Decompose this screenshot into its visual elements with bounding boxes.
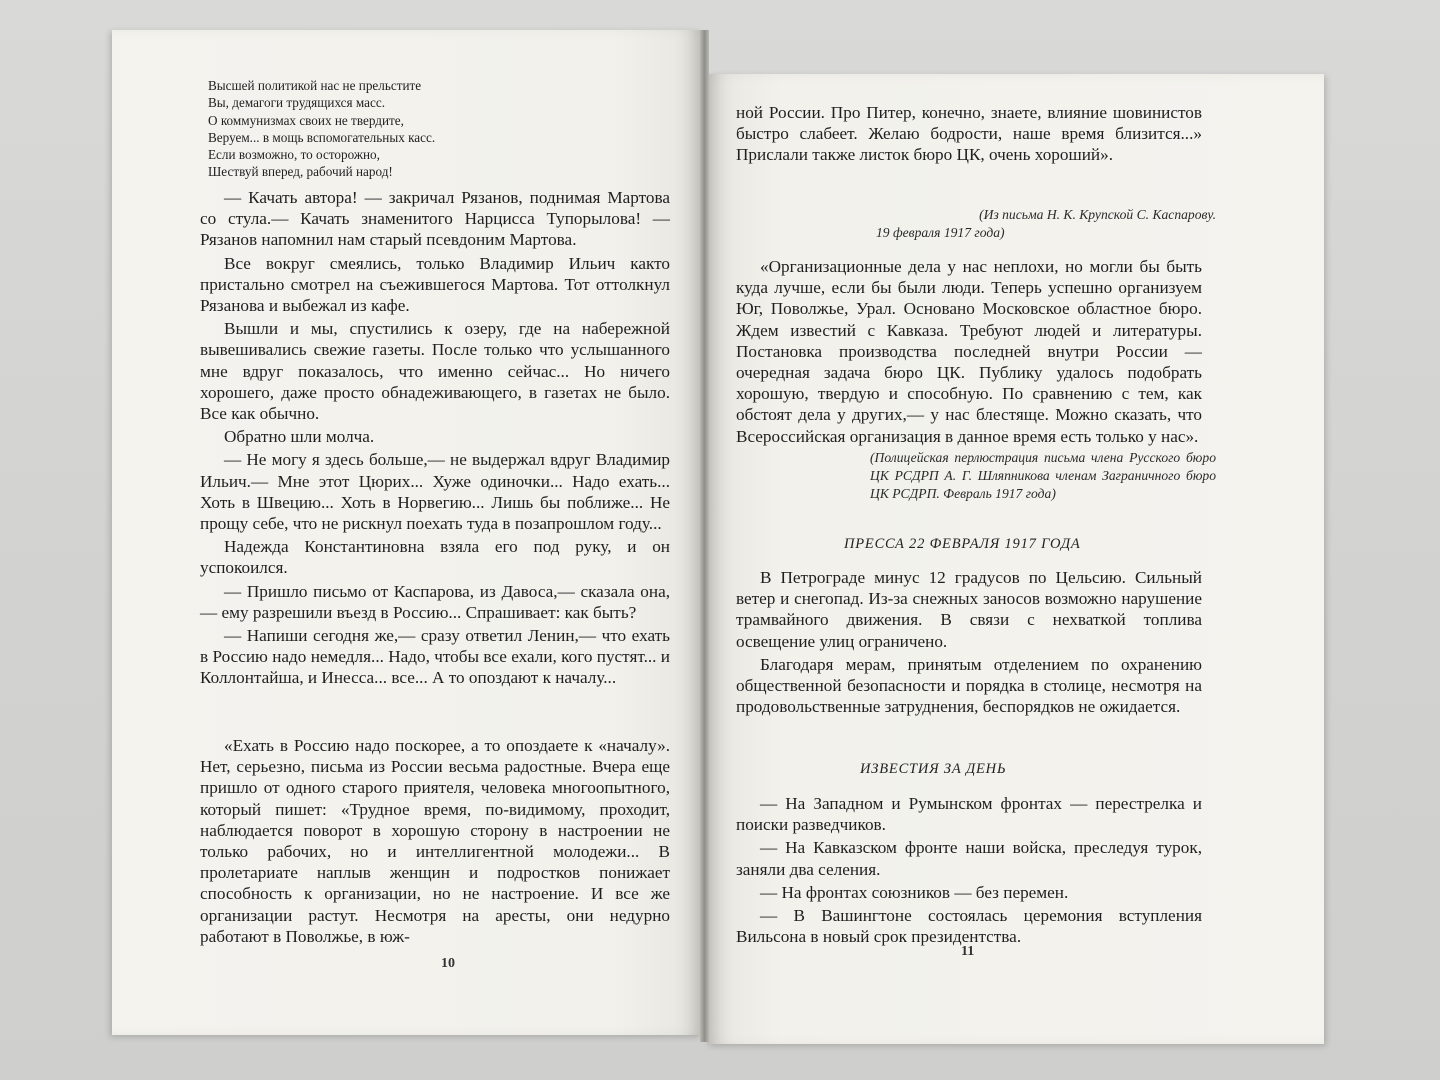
paragraph: Все вокруг смеялись, только Владимир Ильич както пристально смотрел на съежившегося Мартова. Тот оттолкнул Рязанова и выбежал из кафе. — [200, 253, 670, 316]
news-section — [736, 793, 1202, 949]
page-number-left: 10 — [441, 956, 455, 971]
poem — [208, 77, 628, 181]
paragraph: — Пришло письмо от Каспарова, из Давоса,— сказала она,— ему разрешили въезд в Россию... Спрашивает: как быть? — [200, 581, 670, 622]
poem-line: Вы, демагоги трудящихся масс. — [208, 95, 385, 111]
section-heading-news: ИЗВЕСТИЯ ЗА ДЕНЬ — [860, 761, 1007, 777]
poem-line: Шествуй вперед, рабочий народ! — [208, 164, 393, 180]
book-spine — [700, 30, 709, 1042]
source-line: (Из письма Н. К. Крупской С. Каспарову. — [979, 207, 1216, 222]
paragraph: Надежда Константиновна взяла его под руку, и он успокоился. — [200, 537, 670, 578]
poem-line: Высшей политикой нас не прельстите — [208, 78, 422, 93]
news-item: — На фронтах союзников — без перемен. — [760, 882, 1069, 902]
paragraph: — Не могу я здесь больше,— не выдержал вдруг Владимир Ильич.— Мне этот Цюрих... Хуже одиночки... Надо ехать... Хоть в Швецию... Хоть в Норвегию... Лишь бы поближе... Не прощу себе, что не рискнул поехать туда в позапрошлом году... — [200, 450, 670, 534]
paragraph: ной России. Про Питер, конечно, знаете, влияние шовинистов быстро слабеет. Желаю бодрости, наше время близится...» Прислали также листок бюро ЦК, очень хороший». — [736, 103, 1202, 165]
letter-continuation — [736, 102, 1202, 168]
poem-line: О коммунизмах своих не твердите, — [208, 112, 404, 128]
news-item: — На Кавказском фронте наши войска, преследуя турок, заняли два селения. — [736, 838, 1202, 879]
source-note-1 — [870, 206, 1216, 242]
paragraph: Вышли и мы, спустились к озеру, где на набережной вывешивались свежие газеты. После только что услышанного мне вдруг показалось, что именно сейчас... Но ничего хорошего, даже просто обнадеживающего, в газетах не было. Все как обычно. — [200, 319, 670, 424]
poem-line: Веруем... в мощь вспомогательных касс. — [208, 129, 436, 145]
section-heading-press: ПРЕССА 22 ФЕВРАЛЯ 1917 ГОДА — [844, 536, 1081, 552]
source-note-2 — [870, 449, 1216, 503]
paragraph: — Напиши сегодня же,— сразу ответил Ленин,— что ехать в Россию надо немедля... Надо, чтобы все ехали, кого пустят... и Коллонтайша, и Инесса... все... А то опоздают к началу... — [200, 626, 670, 688]
news-item: — На Западном и Румынском фронтах — перестрелка и поиски разведчиков. — [736, 794, 1202, 835]
letter-paragraph: «Ехать в Россию надо поскорее, а то опоздаете к «началу». Нет, серьезно, письма из России весьма радостные. Вчера еще пришло от одного старого приятеля, человека многоопытного, который пишет: «Трудное время, по-видимому, проходит, наблюдается поворот в хорошую сторону в настроении не только рабочих, но и интеллигентной молодежи... В пролетариате наплыв женщин и подростков понижает способность к организации, но не настроение. И все же организации растут. Несмотря на аресты, они недурно работают в Поволжье, в юж- — [200, 736, 670, 946]
press-section — [736, 567, 1202, 719]
paragraph: В Петрограде минус 12 градусов по Цельсию. Сильный ветер и снегопад. Из-за снежных заносов возможно нарушение трамвайного движения. В связи с нехваткой топлива освещение улиц ограничено. — [736, 568, 1202, 651]
paragraph: Обратно шли молча. — [224, 427, 375, 447]
source-line: 19 февраля 1917 года) — [876, 225, 1005, 240]
paragraph: — Качать автора! — закричал Рязанов, поднимая Мартова со стула.— Качать знаменитого Нарцисса Тупорылова! — Рязанов напомнил нам старый псевдоним Мартова. — [200, 188, 670, 250]
left-narrative — [200, 187, 670, 691]
page-number-right: 11 — [961, 944, 975, 959]
shlyapnikov-quote — [736, 256, 1202, 449]
paragraph: Благодаря мерам, принятым отделением по охранению общественной безопасности и порядка в столице, несмотря на продовольственные затруднения, беспорядков не ожидается. — [736, 654, 1202, 717]
poem-line: Если возможно, то осторожно, — [208, 147, 380, 163]
source-text: (Полицейская перлюстрация письма члена Русского бюро ЦК РСДРП А. Г. Шляпникова членам Заграничного бюро ЦК РСДРП. Февраль 1917 года) — [870, 450, 1216, 501]
paragraph: «Организационные дела у нас неплохи, но могли бы быть куда лучше, если бы были люди. Теперь успешно организуем Юг, Поволжье, Урал. Основано Московское областное бюро. Ждем известий с Кавказа. Требуют людей и литературы. Постановка производства последней внутри России — очередная задача бюро ЦК. Публику удалось подобрать хорошую, твердую и способную. По сравнению с тем, как обстоят дела у других,— у нас блестяще. Можно сказать, что Всероссийская организация в данное время есть только у нас». — [736, 257, 1202, 446]
news-item: — В Вашингтоне состоялась церемония вступления Вильсона в новый срок президентства. — [736, 906, 1202, 947]
letter-quote — [200, 735, 670, 949]
